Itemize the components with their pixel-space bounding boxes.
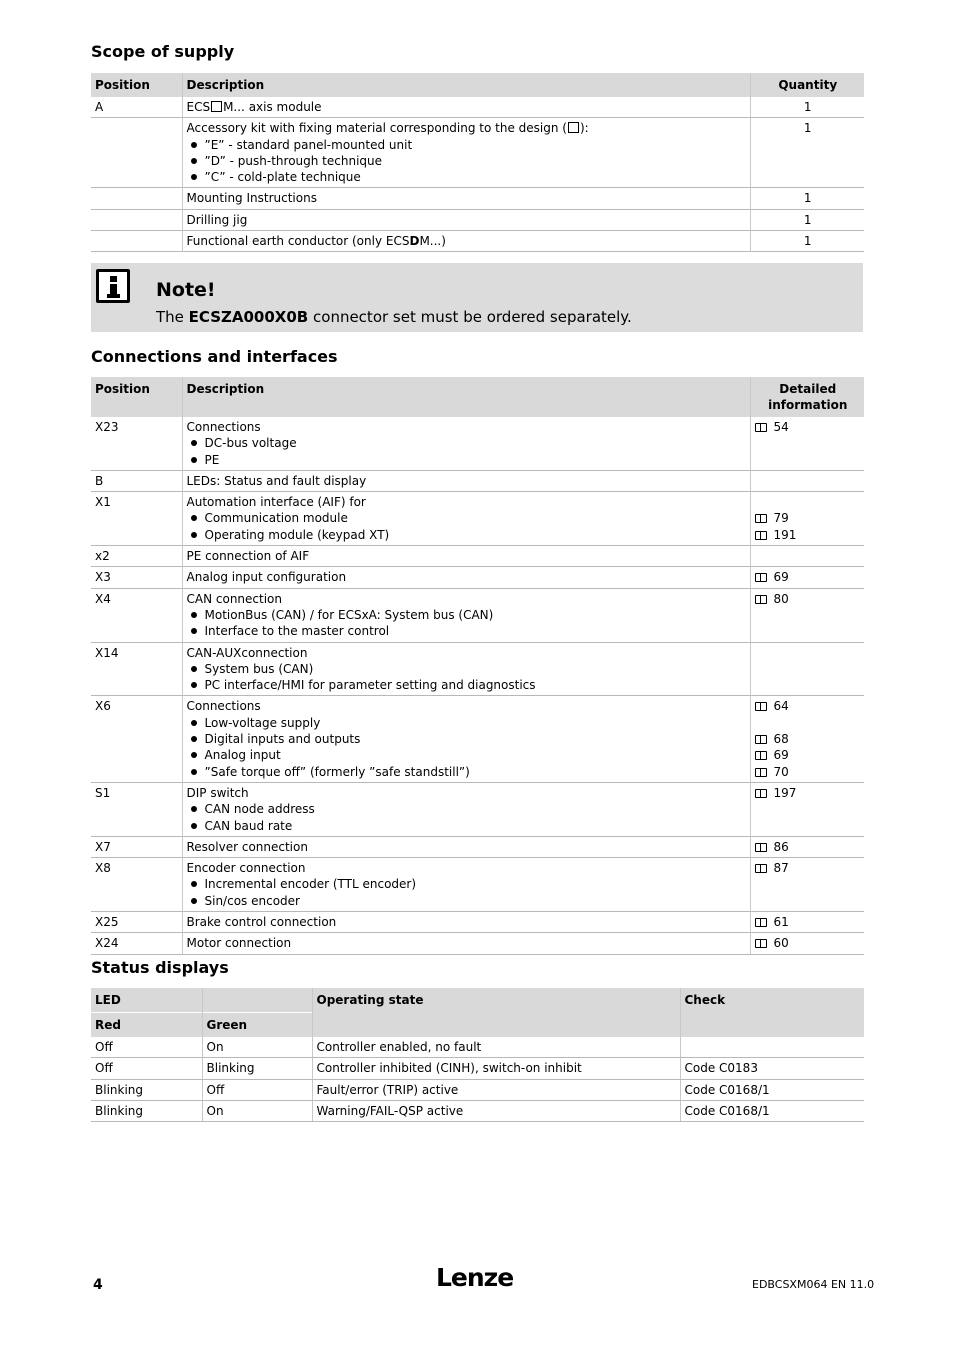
page-reference[interactable] <box>755 747 862 763</box>
book-icon <box>755 573 767 582</box>
table-row <box>91 97 864 118</box>
table-row <box>91 417 864 470</box>
list-item: PC interface/HMI for parameter setting and diagnostics <box>187 677 747 693</box>
quantity-cell: 1 <box>750 97 864 118</box>
detail-reference-cell <box>750 492 864 546</box>
note-title: Note! <box>156 279 216 301</box>
description-cell: ECS M... axis module <box>182 97 750 118</box>
book-icon <box>755 514 767 523</box>
page-number: 4 <box>93 1277 103 1293</box>
position-cell: X24 <box>91 933 182 954</box>
bullet-list <box>187 876 747 909</box>
book-icon <box>755 531 767 540</box>
detail-reference-cell <box>750 470 864 491</box>
check-cell: Code C0168/1 <box>680 1079 864 1100</box>
table-row <box>91 1037 864 1058</box>
page-reference[interactable] <box>755 860 862 876</box>
header-led-spacer <box>202 988 312 1013</box>
detail-reference-cell <box>750 567 864 588</box>
position-cell <box>91 209 182 230</box>
description-cell: Drilling jig <box>182 209 750 230</box>
status-displays-heading: Status displays <box>91 958 229 977</box>
list-item: Operating module (keypad XT) <box>187 527 747 543</box>
description-cell: Motor connection <box>182 933 750 954</box>
list-item: Analog input <box>187 747 747 763</box>
table-row <box>91 933 864 954</box>
square-placeholder-icon <box>211 101 222 112</box>
list-item: PE <box>187 452 747 468</box>
page-reference-number: 64 <box>773 699 789 714</box>
position-cell: A <box>91 97 182 118</box>
connections-table <box>91 377 864 955</box>
header-check: Check <box>680 988 864 1037</box>
table-row <box>91 188 864 209</box>
list-item: ”Safe torque off” (formerly ”safe standstill”) <box>187 764 747 780</box>
page-reference-number: 87 <box>773 861 789 876</box>
quantity-cell: 1 <box>750 209 864 230</box>
position-cell: X14 <box>91 642 182 696</box>
bullet-list <box>187 715 747 780</box>
list-item: Sin/cos encoder <box>187 893 747 909</box>
description-cell: Automation interface (AIF) for Communication module Operating module (keypad XT) <box>182 492 750 546</box>
bullet-list <box>187 607 747 640</box>
list-item: DC-bus voltage <box>187 435 747 451</box>
lenze-logo: Lenze <box>436 1263 514 1292</box>
page-reference[interactable] <box>755 419 862 435</box>
list-item: ”C” - cold-plate technique <box>187 169 747 185</box>
position-cell: X3 <box>91 567 182 588</box>
table-row <box>91 567 864 588</box>
page-reference[interactable] <box>755 569 862 585</box>
page-reference-number: 61 <box>773 915 789 930</box>
header-led: LED <box>91 988 202 1013</box>
book-icon <box>755 789 767 798</box>
position-cell: X23 <box>91 417 182 470</box>
green-cell: On <box>202 1037 312 1058</box>
document-code: EDBCSXM064 EN 11.0 <box>752 1278 875 1291</box>
position-cell: X8 <box>91 858 182 912</box>
page-reference[interactable] <box>755 764 862 780</box>
list-item: Interface to the master control <box>187 623 747 639</box>
position-cell: X4 <box>91 588 182 642</box>
book-icon <box>755 423 767 432</box>
position-cell: B <box>91 470 182 491</box>
header-position: Position <box>91 73 182 97</box>
scope-of-supply-heading: Scope of supply <box>91 42 235 61</box>
description-cell: Connections Low-voltage supply Digital inputs and outputs Analog input ”Safe torque off” (formerly ”safe standstill”) <box>182 696 750 782</box>
page-reference-number: 79 <box>773 511 789 526</box>
status-table <box>91 988 864 1122</box>
description-cell: Functional earth conductor (only ECSDM...) <box>182 231 750 252</box>
bullet-list <box>187 435 747 468</box>
description-cell: Accessory kit with fixing material corresponding to the design ( ): ”E” - standard panel-mounted unit ”D” - push-through technique ”C” - cold-plate technique <box>182 118 750 188</box>
page-reference[interactable] <box>755 914 862 930</box>
header-description: Description <box>182 73 750 97</box>
description-cell: Mounting Instructions <box>182 188 750 209</box>
position-cell: x2 <box>91 546 182 567</box>
header-description: Description <box>182 377 750 417</box>
list-item: MotionBus (CAN) / for ECSxA: System bus (CAN) <box>187 607 747 623</box>
list-item: Low-voltage supply <box>187 715 747 731</box>
scope-of-supply-table <box>91 73 864 252</box>
detail-reference-cell <box>750 588 864 642</box>
note-text: The ECSZA000X0B connector set must be ordered separately. <box>156 308 632 326</box>
page-reference[interactable] <box>755 839 862 855</box>
page-reference-number: 54 <box>773 420 789 434</box>
detail-reference-cell <box>750 546 864 567</box>
check-cell: Code C0168/1 <box>680 1100 864 1121</box>
detail-reference-cell <box>750 696 864 782</box>
quantity-cell: 1 <box>750 188 864 209</box>
book-icon <box>755 918 767 927</box>
quantity-cell: 1 <box>750 231 864 252</box>
connections-heading: Connections and interfaces <box>91 347 338 366</box>
header-quantity: Quantity <box>750 73 864 97</box>
bullet-list <box>187 801 747 834</box>
detail-reference-cell <box>750 417 864 470</box>
page-reference[interactable] <box>755 935 862 951</box>
table-row <box>91 231 864 252</box>
table-row <box>91 858 864 912</box>
page-reference[interactable] <box>755 510 862 526</box>
list-item: System bus (CAN) <box>187 661 747 677</box>
green-cell: On <box>202 1100 312 1121</box>
table-row <box>91 1079 864 1100</box>
description-cell: Resolver connection <box>182 836 750 857</box>
detail-reference-cell <box>750 933 864 954</box>
list-item: Incremental encoder (TTL encoder) <box>187 876 747 892</box>
header-red: Red <box>91 1013 202 1038</box>
square-placeholder-icon <box>568 122 579 133</box>
detail-reference-cell <box>750 858 864 912</box>
header-position: Position <box>91 377 182 417</box>
description-cell: CAN-AUXconnection System bus (CAN) PC interface/HMI for parameter setting and diagnostics <box>182 642 750 696</box>
position-cell: X6 <box>91 696 182 782</box>
description-cell: Connections DC-bus voltage PE <box>182 417 750 470</box>
description-cell: LEDs: Status and fault display <box>182 470 750 491</box>
description-cell: DIP switch CAN node address CAN baud rate <box>182 782 750 836</box>
detail-reference-cell <box>750 912 864 933</box>
red-cell: Blinking <box>91 1079 202 1100</box>
info-icon <box>96 269 130 303</box>
table-row <box>91 470 864 491</box>
page-reference-number: 68 <box>773 732 789 747</box>
position-cell: X25 <box>91 912 182 933</box>
list-item: CAN baud rate <box>187 818 747 834</box>
description-cell: Encoder connection Incremental encoder (TTL encoder) Sin/cos encoder <box>182 858 750 912</box>
page-reference[interactable] <box>755 731 862 747</box>
page-reference-number: 69 <box>773 570 789 585</box>
green-cell: Blinking <box>202 1058 312 1079</box>
state-cell: Controller inhibited (CINH), switch-on inhibit <box>312 1058 680 1079</box>
table-row <box>91 492 864 546</box>
page-reference[interactable] <box>755 785 862 801</box>
page-reference[interactable] <box>755 591 862 607</box>
page-reference[interactable] <box>755 527 862 543</box>
list-item: Communication module <box>187 510 747 526</box>
description-cell: CAN connection MotionBus (CAN) / for ECSxA: System bus (CAN) Interface to the master control <box>182 588 750 642</box>
list-item: ”E” - standard panel-mounted unit <box>187 137 747 153</box>
state-cell: Fault/error (TRIP) active <box>312 1079 680 1100</box>
table-row <box>91 912 864 933</box>
page-reference-number: 86 <box>773 839 789 854</box>
table-row <box>91 209 864 230</box>
book-icon <box>755 702 767 711</box>
description-cell: PE connection of AIF <box>182 546 750 567</box>
description-cell: Analog input configuration <box>182 567 750 588</box>
table-row <box>91 642 864 696</box>
header-operating-state: Operating state <box>312 988 680 1037</box>
state-cell: Controller enabled, no fault <box>312 1037 680 1058</box>
state-cell: Warning/FAIL-QSP active <box>312 1100 680 1121</box>
page-reference-number: 197 <box>773 785 797 800</box>
position-cell <box>91 118 182 188</box>
book-icon <box>755 735 767 744</box>
header-green: Green <box>202 1013 312 1038</box>
page-reference-number: 70 <box>773 764 789 779</box>
book-icon <box>755 595 767 604</box>
page-reference-number: 80 <box>773 591 789 606</box>
table-row <box>91 782 864 836</box>
red-cell: Off <box>91 1037 202 1058</box>
detail-reference-cell <box>750 642 864 696</box>
bullet-list <box>187 137 747 186</box>
detail-reference-cell <box>750 836 864 857</box>
list-item: Digital inputs and outputs <box>187 731 747 747</box>
book-icon <box>755 751 767 760</box>
position-cell: X1 <box>91 492 182 546</box>
list-item: ”D” - push-through technique <box>187 153 747 169</box>
table-row <box>91 588 864 642</box>
table-row <box>91 836 864 857</box>
check-cell <box>680 1037 864 1058</box>
note-box <box>91 263 863 332</box>
table-row <box>91 546 864 567</box>
page-reference-number: 69 <box>773 748 789 763</box>
red-cell: Blinking <box>91 1100 202 1121</box>
position-cell: X7 <box>91 836 182 857</box>
table-row <box>91 118 864 188</box>
bullet-list <box>187 661 747 694</box>
red-cell: Off <box>91 1058 202 1079</box>
position-cell <box>91 188 182 209</box>
list-item: CAN node address <box>187 801 747 817</box>
green-cell: Off <box>202 1079 312 1100</box>
table-row <box>91 1058 864 1079</box>
quantity-cell: 1 <box>750 118 864 188</box>
position-cell <box>91 231 182 252</box>
check-cell: Code C0183 <box>680 1058 864 1079</box>
page-reference-number: 191 <box>773 527 797 542</box>
book-icon <box>755 768 767 777</box>
table-row <box>91 696 864 782</box>
book-icon <box>755 939 767 948</box>
page-reference[interactable] <box>755 698 862 714</box>
book-icon <box>755 864 767 873</box>
position-cell: S1 <box>91 782 182 836</box>
description-cell: Brake control connection <box>182 912 750 933</box>
header-detailed-information: Detailed information <box>750 377 864 417</box>
page-reference-number: 60 <box>773 936 789 951</box>
table-row <box>91 1100 864 1121</box>
bullet-list <box>187 510 747 543</box>
detail-reference-cell <box>750 782 864 836</box>
book-icon <box>755 843 767 852</box>
